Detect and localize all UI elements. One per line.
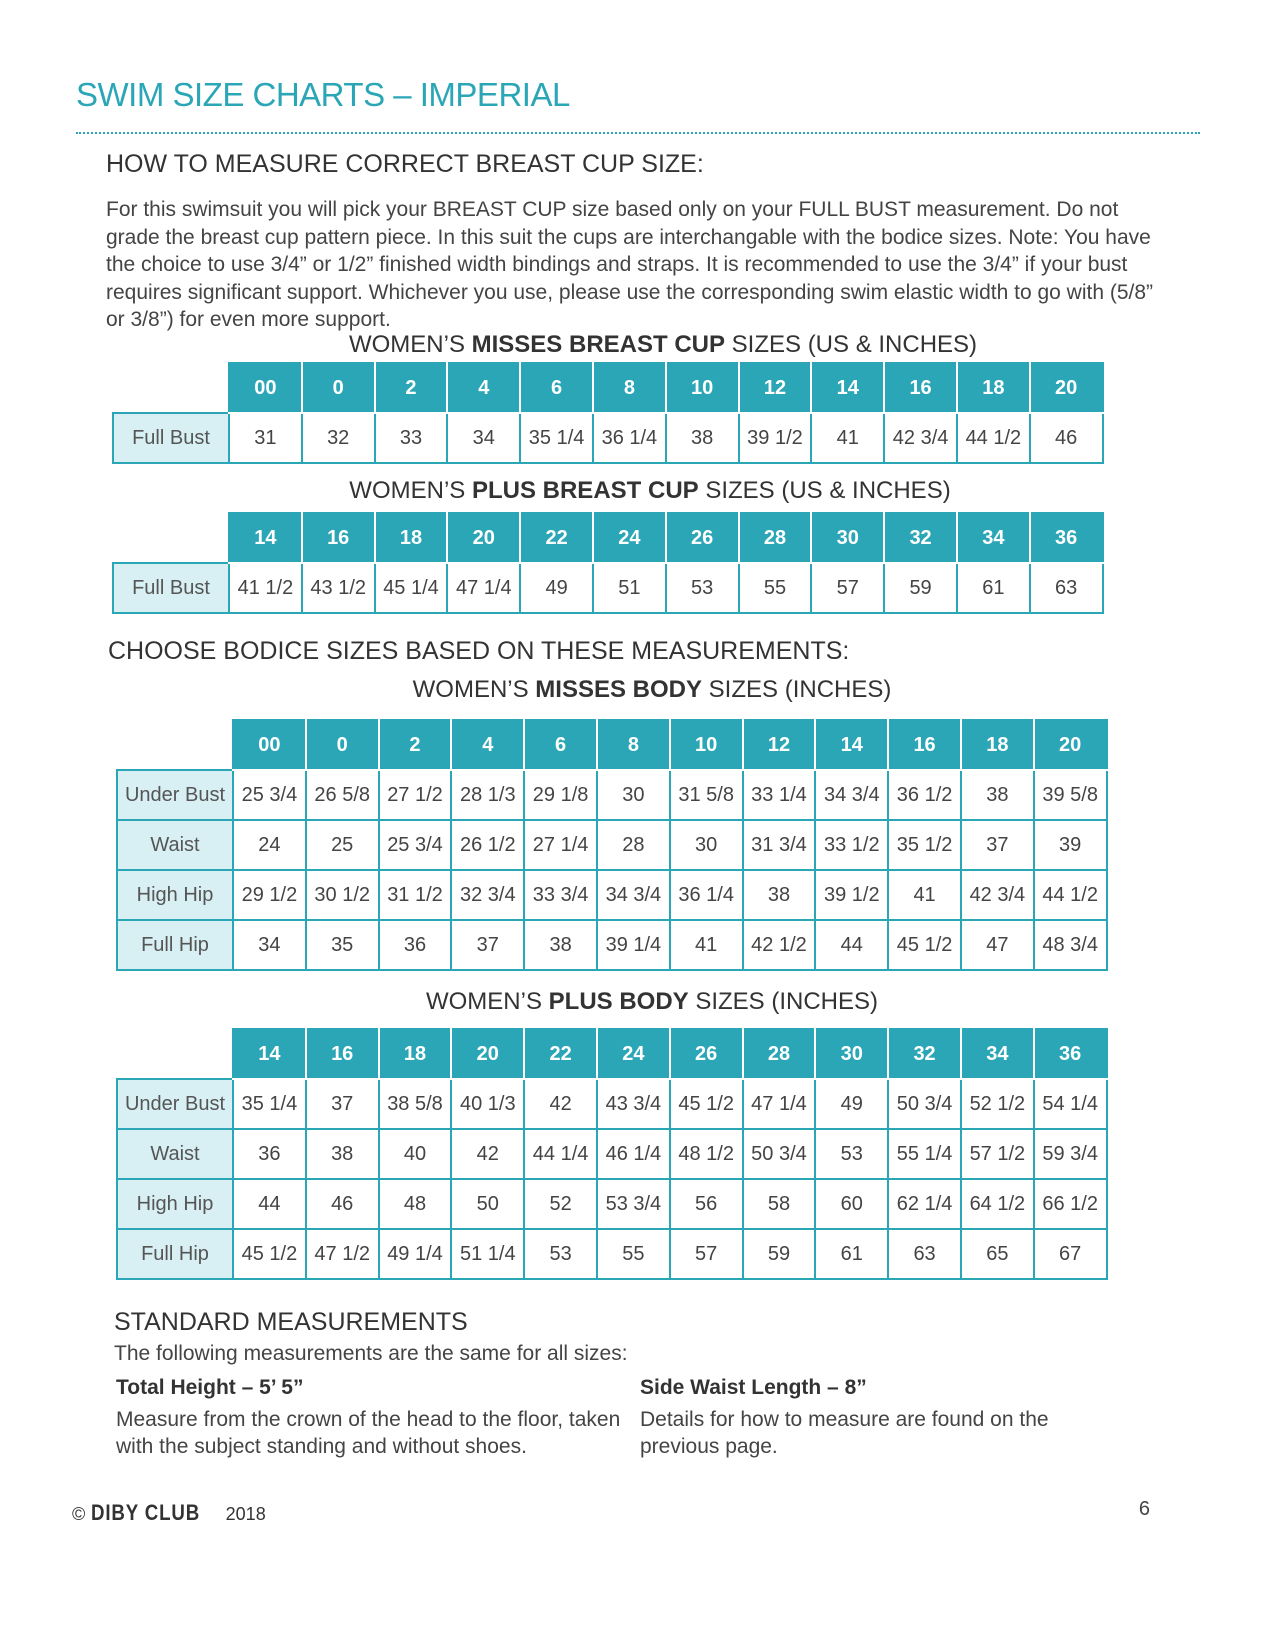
title-bold: MISSES BODY bbox=[535, 676, 703, 703]
title-prefix: WOMEN’S bbox=[412, 676, 536, 703]
size-header: 14 bbox=[229, 513, 302, 563]
table-cell: 35 1/4 bbox=[233, 1079, 306, 1129]
size-header: 22 bbox=[524, 1029, 597, 1079]
table-cell: 34 bbox=[447, 413, 520, 463]
table-row bbox=[117, 820, 1107, 870]
table-cell: 32 3/4 bbox=[451, 870, 524, 920]
table-row bbox=[113, 563, 1103, 613]
table-cell: 49 bbox=[520, 563, 593, 613]
table-cell: 34 3/4 bbox=[815, 770, 888, 820]
size-header: 12 bbox=[739, 363, 812, 413]
copyright-year: 2018 bbox=[225, 1504, 266, 1524]
title-bold: MISSES BREAST CUP bbox=[471, 331, 725, 358]
row-label: High Hip bbox=[117, 1179, 233, 1229]
size-header: 36 bbox=[1030, 513, 1103, 563]
table-cell: 45 1/2 bbox=[670, 1079, 743, 1129]
table-row bbox=[113, 413, 1103, 463]
bodice-section-heading: CHOOSE BODICE SIZES BASED ON THESE MEASUREMENTS: bbox=[108, 637, 850, 665]
table-cell: 51 1/4 bbox=[451, 1229, 524, 1279]
title-suffix: SIZES (INCHES) bbox=[702, 676, 892, 703]
size-header: 20 bbox=[1034, 720, 1107, 770]
table-corner bbox=[113, 513, 229, 563]
table-cell: 58 bbox=[743, 1179, 816, 1229]
size-header: 16 bbox=[306, 1029, 379, 1079]
size-header: 24 bbox=[593, 513, 666, 563]
table-cell: 57 1/2 bbox=[961, 1129, 1034, 1179]
table-cell: 39 1/2 bbox=[739, 413, 812, 463]
table-cell: 39 1/2 bbox=[815, 870, 888, 920]
table-cell: 51 bbox=[593, 563, 666, 613]
table-cell: 37 bbox=[306, 1079, 379, 1129]
table-corner bbox=[117, 1029, 233, 1079]
total-height-block bbox=[116, 1376, 636, 1460]
table-cell: 53 bbox=[524, 1229, 597, 1279]
table-cell: 35 1/2 bbox=[888, 820, 961, 870]
size-header: 4 bbox=[447, 363, 520, 413]
size-header: 34 bbox=[961, 1029, 1034, 1079]
plus-cup-size-table bbox=[112, 512, 1104, 614]
size-header: 18 bbox=[961, 720, 1034, 770]
table-cell: 42 1/2 bbox=[743, 920, 816, 970]
table-cell: 44 1/2 bbox=[1034, 870, 1107, 920]
table-cell: 62 1/4 bbox=[888, 1179, 961, 1229]
page-title: SWIM SIZE CHARTS – IMPERIAL bbox=[76, 76, 570, 113]
dotted-divider bbox=[76, 132, 1200, 134]
table-cell: 42 bbox=[451, 1129, 524, 1179]
table-row bbox=[117, 870, 1107, 920]
table-cell: 44 1/4 bbox=[524, 1129, 597, 1179]
size-header: 8 bbox=[593, 363, 666, 413]
table-cell: 40 bbox=[379, 1129, 452, 1179]
table-cell: 47 1/4 bbox=[743, 1079, 816, 1129]
table-cell: 32 bbox=[302, 413, 375, 463]
size-header: 34 bbox=[957, 513, 1030, 563]
size-header: 16 bbox=[302, 513, 375, 563]
table-cell: 59 bbox=[743, 1229, 816, 1279]
row-label: Full Bust bbox=[113, 563, 229, 613]
plus-body-size-table bbox=[116, 1028, 1108, 1280]
side-waist-block bbox=[640, 1376, 1100, 1460]
title-prefix: WOMEN’S bbox=[425, 988, 549, 1015]
table-cell: 47 1/2 bbox=[306, 1229, 379, 1279]
cup-section-heading: HOW TO MEASURE CORRECT BREAST CUP SIZE: bbox=[106, 150, 704, 178]
title-suffix: SIZES (US & INCHES) bbox=[725, 331, 978, 358]
table-cell: 36 1/4 bbox=[670, 870, 743, 920]
table-cell: 61 bbox=[815, 1229, 888, 1279]
table-cell: 38 bbox=[524, 920, 597, 970]
table-cell: 48 1/2 bbox=[670, 1129, 743, 1179]
table-cell: 25 3/4 bbox=[233, 770, 306, 820]
table-cell: 37 bbox=[451, 920, 524, 970]
table-cell: 50 3/4 bbox=[888, 1079, 961, 1129]
table-cell: 29 1/8 bbox=[524, 770, 597, 820]
misses-body-size-table bbox=[116, 719, 1108, 971]
table-cell: 27 1/2 bbox=[379, 770, 452, 820]
size-header: 18 bbox=[957, 363, 1030, 413]
size-header: 6 bbox=[520, 363, 593, 413]
table-cell: 52 bbox=[524, 1179, 597, 1229]
table-cell: 26 1/2 bbox=[451, 820, 524, 870]
table-cell: 35 1/4 bbox=[520, 413, 593, 463]
table-cell: 35 bbox=[306, 920, 379, 970]
table-cell: 27 1/4 bbox=[524, 820, 597, 870]
size-header: 0 bbox=[302, 363, 375, 413]
size-header: 32 bbox=[888, 1029, 961, 1079]
size-header-row bbox=[117, 720, 1107, 770]
size-header: 26 bbox=[670, 1029, 743, 1079]
table-cell: 42 3/4 bbox=[884, 413, 957, 463]
table-cell: 64 1/2 bbox=[961, 1179, 1034, 1229]
table-cell: 30 bbox=[670, 820, 743, 870]
standard-measurements-subtitle: The following measurements are the same for all sizes: bbox=[114, 1342, 628, 1365]
size-header: 10 bbox=[666, 363, 739, 413]
table-cell: 45 1/2 bbox=[888, 920, 961, 970]
table-cell: 36 1/4 bbox=[593, 413, 666, 463]
table-cell: 36 bbox=[233, 1129, 306, 1179]
size-header: 2 bbox=[375, 363, 448, 413]
table-cell: 45 1/2 bbox=[233, 1229, 306, 1279]
footer-copyright bbox=[72, 1500, 266, 1526]
table-cell: 59 bbox=[884, 563, 957, 613]
misses-cup-size-table bbox=[112, 362, 1104, 464]
size-header: 00 bbox=[229, 363, 302, 413]
table-cell: 52 1/2 bbox=[961, 1079, 1034, 1129]
table-cell: 31 bbox=[229, 413, 302, 463]
size-header: 2 bbox=[379, 720, 452, 770]
table-cell: 63 bbox=[888, 1229, 961, 1279]
size-header: 8 bbox=[597, 720, 670, 770]
table-cell: 28 bbox=[597, 820, 670, 870]
size-header: 16 bbox=[884, 363, 957, 413]
size-header: 00 bbox=[233, 720, 306, 770]
size-header: 18 bbox=[379, 1029, 452, 1079]
page-number: 6 bbox=[1138, 1498, 1150, 1520]
table-cell: 54 1/4 bbox=[1034, 1079, 1107, 1129]
table-cell: 31 3/4 bbox=[743, 820, 816, 870]
table-cell: 34 bbox=[233, 920, 306, 970]
table-cell: 39 5/8 bbox=[1034, 770, 1107, 820]
size-header: 14 bbox=[815, 720, 888, 770]
table-cell: 53 bbox=[815, 1129, 888, 1179]
side-waist-desc: Details for how to measure are found on the previous page. bbox=[640, 1408, 1049, 1458]
size-header: 20 bbox=[447, 513, 520, 563]
table-cell: 63 bbox=[1030, 563, 1103, 613]
row-label: Full Hip bbox=[117, 920, 233, 970]
title-suffix: SIZES (INCHES) bbox=[688, 988, 879, 1015]
table-cell: 43 3/4 bbox=[597, 1079, 670, 1129]
size-header: 32 bbox=[884, 513, 957, 563]
table-cell: 33 bbox=[375, 413, 448, 463]
row-label: High Hip bbox=[117, 870, 233, 920]
table-cell: 57 bbox=[811, 563, 884, 613]
side-waist-title: Side Waist Length – 8” bbox=[640, 1376, 867, 1399]
table-cell: 30 1/2 bbox=[306, 870, 379, 920]
misses-body-table-title bbox=[413, 676, 892, 704]
table-cell: 39 bbox=[1034, 820, 1107, 870]
table-cell: 41 bbox=[888, 870, 961, 920]
table-cell: 55 1/4 bbox=[888, 1129, 961, 1179]
size-header: 22 bbox=[520, 513, 593, 563]
table-cell: 43 1/2 bbox=[302, 563, 375, 613]
size-header: 18 bbox=[375, 513, 448, 563]
table-cell: 50 3/4 bbox=[743, 1129, 816, 1179]
table-cell: 60 bbox=[815, 1179, 888, 1229]
size-header: 30 bbox=[811, 513, 884, 563]
table-corner bbox=[117, 720, 233, 770]
table-cell: 53 3/4 bbox=[597, 1179, 670, 1229]
table-cell: 38 bbox=[306, 1129, 379, 1179]
table-cell: 57 bbox=[670, 1229, 743, 1279]
table-cell: 24 bbox=[233, 820, 306, 870]
size-header: 20 bbox=[451, 1029, 524, 1079]
size-header: 4 bbox=[451, 720, 524, 770]
table-cell: 42 bbox=[524, 1079, 597, 1129]
table-cell: 38 bbox=[743, 870, 816, 920]
table-cell: 41 bbox=[670, 920, 743, 970]
plus-cup-table-title bbox=[349, 477, 950, 505]
table-cell: 37 bbox=[961, 820, 1034, 870]
title-bold: PLUS BREAST CUP bbox=[471, 477, 699, 504]
table-cell: 67 bbox=[1034, 1229, 1107, 1279]
table-corner bbox=[113, 363, 229, 413]
table-cell: 56 bbox=[670, 1179, 743, 1229]
title-suffix: SIZES (US & INCHES) bbox=[698, 477, 951, 504]
table-cell: 42 3/4 bbox=[961, 870, 1034, 920]
total-height-desc: Measure from the crown of the head to the floor, taken with the subject standing and without shoes. bbox=[116, 1408, 621, 1458]
table-row bbox=[117, 770, 1107, 820]
size-header: 24 bbox=[597, 1029, 670, 1079]
row-label: Full Hip bbox=[117, 1229, 233, 1279]
table-cell: 31 1/2 bbox=[379, 870, 452, 920]
size-header: 28 bbox=[739, 513, 812, 563]
table-cell: 45 1/4 bbox=[375, 563, 448, 613]
table-row bbox=[117, 920, 1107, 970]
title-prefix: WOMEN’S bbox=[349, 477, 472, 504]
table-cell: 28 1/3 bbox=[451, 770, 524, 820]
size-header-row bbox=[117, 1029, 1107, 1079]
table-cell: 53 bbox=[666, 563, 739, 613]
row-label: Waist bbox=[117, 820, 233, 870]
table-cell: 55 bbox=[739, 563, 812, 613]
table-cell: 25 bbox=[306, 820, 379, 870]
size-header: 20 bbox=[1030, 363, 1103, 413]
table-cell: 47 bbox=[961, 920, 1034, 970]
table-row bbox=[117, 1179, 1107, 1229]
table-cell: 46 bbox=[1030, 413, 1103, 463]
table-cell: 38 5/8 bbox=[379, 1079, 452, 1129]
table-cell: 61 bbox=[957, 563, 1030, 613]
title-prefix: WOMEN’S bbox=[348, 331, 472, 358]
table-cell: 39 1/4 bbox=[597, 920, 670, 970]
standard-measurements-heading: STANDARD MEASUREMENTS bbox=[114, 1308, 468, 1336]
table-cell: 26 5/8 bbox=[306, 770, 379, 820]
size-header: 0 bbox=[306, 720, 379, 770]
table-cell: 48 bbox=[379, 1179, 452, 1229]
table-row bbox=[117, 1129, 1107, 1179]
title-bold: PLUS BODY bbox=[548, 988, 689, 1015]
plus-body-table-title bbox=[426, 988, 878, 1016]
size-header: 14 bbox=[811, 363, 884, 413]
table-cell: 33 1/2 bbox=[815, 820, 888, 870]
size-header: 30 bbox=[815, 1029, 888, 1079]
size-header-row bbox=[113, 363, 1103, 413]
table-cell: 31 5/8 bbox=[670, 770, 743, 820]
table-cell: 36 bbox=[379, 920, 452, 970]
size-header: 36 bbox=[1034, 1029, 1107, 1079]
table-cell: 38 bbox=[961, 770, 1034, 820]
table-cell: 33 1/4 bbox=[743, 770, 816, 820]
table-cell: 65 bbox=[961, 1229, 1034, 1279]
row-label: Under Bust bbox=[117, 770, 233, 820]
size-header: 10 bbox=[670, 720, 743, 770]
table-cell: 55 bbox=[597, 1229, 670, 1279]
table-cell: 41 1/2 bbox=[229, 563, 302, 613]
size-header: 28 bbox=[743, 1029, 816, 1079]
size-header: 6 bbox=[524, 720, 597, 770]
table-row bbox=[117, 1079, 1107, 1129]
table-row bbox=[117, 1229, 1107, 1279]
table-cell: 40 1/3 bbox=[451, 1079, 524, 1129]
table-cell: 25 3/4 bbox=[379, 820, 452, 870]
table-cell: 59 3/4 bbox=[1034, 1129, 1107, 1179]
table-cell: 46 1/4 bbox=[597, 1129, 670, 1179]
table-cell: 49 bbox=[815, 1079, 888, 1129]
size-header-row bbox=[113, 513, 1103, 563]
table-cell: 50 bbox=[451, 1179, 524, 1229]
table-cell: 44 bbox=[815, 920, 888, 970]
misses-cup-table-title bbox=[349, 331, 977, 359]
table-cell: 46 bbox=[306, 1179, 379, 1229]
table-cell: 44 1/2 bbox=[957, 413, 1030, 463]
table-cell: 33 3/4 bbox=[524, 870, 597, 920]
size-header: 26 bbox=[666, 513, 739, 563]
size-header: 12 bbox=[743, 720, 816, 770]
table-cell: 41 bbox=[811, 413, 884, 463]
row-label: Under Bust bbox=[117, 1079, 233, 1129]
table-cell: 44 bbox=[233, 1179, 306, 1229]
size-header: 14 bbox=[233, 1029, 306, 1079]
total-height-title: Total Height – 5’ 5” bbox=[116, 1376, 304, 1399]
size-header: 16 bbox=[888, 720, 961, 770]
table-cell: 30 bbox=[597, 770, 670, 820]
table-cell: 47 1/4 bbox=[447, 563, 520, 613]
table-cell: 49 1/4 bbox=[379, 1229, 452, 1279]
table-cell: 36 1/2 bbox=[888, 770, 961, 820]
brand-logo-text: DIBY CLUB bbox=[91, 1500, 201, 1525]
cup-section-intro: For this swimsuit you will pick your BREAST CUP size based only on your FULL BUST measurement. Do not grade the breast cup pattern piece. In this suit the cups are interchangable with the bodice sizes. Note: You have the choice to use 3/4” or 1/2” finished width bindings and straps. It is recommended to use the 3/4” if your bust requires significant support. Whichever you use, please use the corresponding swim elastic width to go with (5/8” or 3/8”) for even more support. bbox=[106, 198, 1154, 331]
table-cell: 38 bbox=[666, 413, 739, 463]
table-cell: 34 3/4 bbox=[597, 870, 670, 920]
table-cell: 48 3/4 bbox=[1034, 920, 1107, 970]
copyright-symbol: © bbox=[72, 1504, 86, 1524]
row-label: Full Bust bbox=[113, 413, 229, 463]
table-cell: 66 1/2 bbox=[1034, 1179, 1107, 1229]
row-label: Waist bbox=[117, 1129, 233, 1179]
table-cell: 29 1/2 bbox=[233, 870, 306, 920]
